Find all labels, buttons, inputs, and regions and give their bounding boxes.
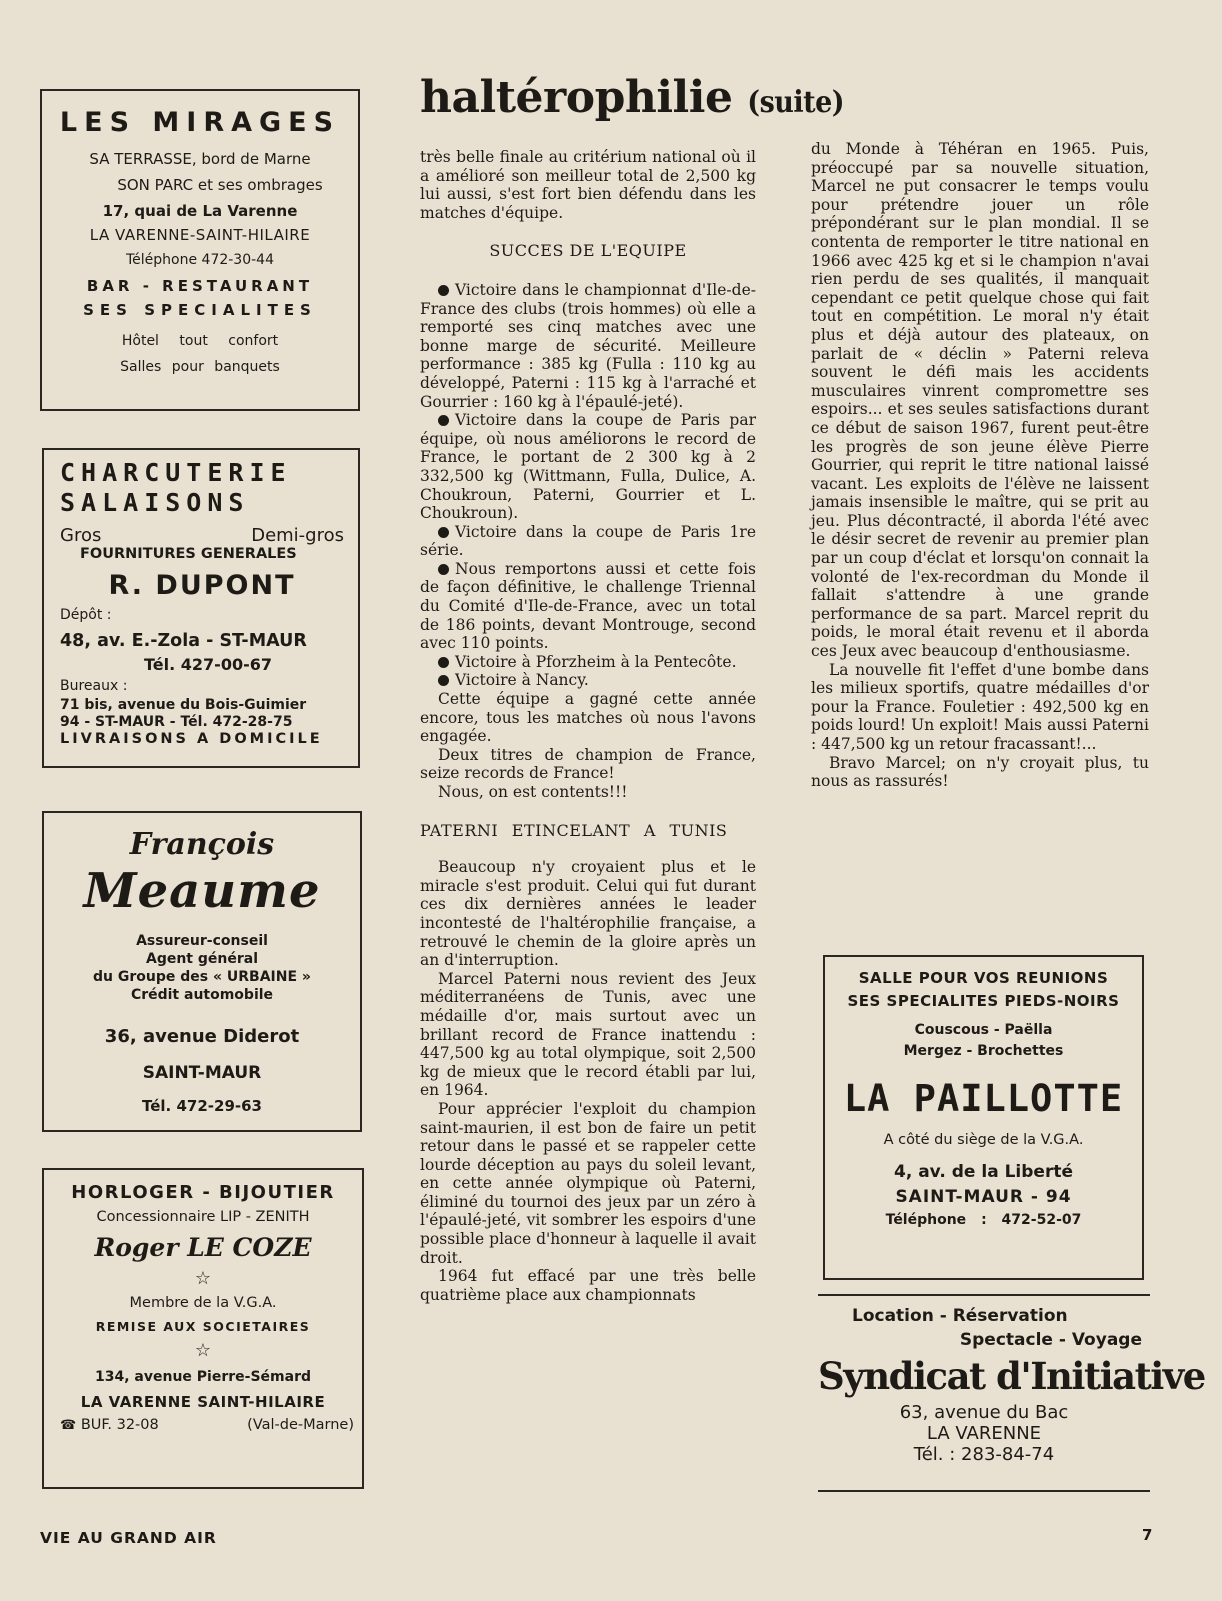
meaume-line: Agent général bbox=[145, 951, 258, 967]
horloger-remise: REMISE AUX SOCIETAIRES bbox=[95, 1319, 311, 1334]
footer-magazine-name: VIE AU GRAND AIR bbox=[40, 1529, 217, 1547]
si-address: 63, avenue du Bac bbox=[899, 1402, 1069, 1423]
article-bullet: Nous remportons aussi et cette fois de façon définitive, le challenge Triennal du Comité d'Ile-de-France, avec un total de 186 points, devant Montrouge, second avec 110 points. bbox=[420, 559, 756, 653]
paillotte-cote: A côté du siège de la V.G.A. bbox=[883, 1132, 1084, 1148]
star-icon: ☆ bbox=[194, 1340, 212, 1361]
meaume-city: SAINT-MAUR bbox=[142, 1063, 262, 1083]
phone-icon: ☎ bbox=[60, 1418, 77, 1433]
article-bullet: Victoire dans la coupe de Paris 1re série. bbox=[420, 522, 756, 560]
mirages-line: Salles pour banquets bbox=[120, 359, 280, 375]
paillotte-line: Mergez - Brochettes bbox=[903, 1043, 1064, 1059]
mirages-title: LES MIRAGES bbox=[59, 107, 341, 138]
dupont-demigros: Demi-gros bbox=[251, 525, 344, 546]
dupont-gros: Gros bbox=[60, 525, 102, 546]
mirages-line: SON PARC et ses ombrages bbox=[117, 176, 323, 194]
dupont-depot-address: 48, av. E.-Zola - ST-MAUR bbox=[60, 631, 307, 651]
horloger-title: HORLOGER - BIJOUTIER bbox=[71, 1182, 335, 1203]
horloger-concession: Concessionnaire LIP - ZENITH bbox=[96, 1209, 310, 1225]
dupont-bureaux-label: Bureaux : bbox=[60, 678, 128, 694]
ad-la-paillotte: SALLE POUR VOS REUNIONS SES SPECIALITES PIEDS-NOIRS Couscous - Paëlla Mergez - Brochettes LA PAILLOTTE A côté du siège de la V.G.A. 4, av. de la Liberté SAINT-MAUR - 94 Téléphone : 472-52-07 bbox=[823, 955, 1144, 1280]
horloger-phone: BUF. 32-08 bbox=[80, 1417, 159, 1433]
horloger-region: (Val-de-Marne) bbox=[247, 1417, 354, 1433]
mirages-line: SA TERRASSE, bord de Marne bbox=[89, 150, 311, 168]
paillotte-tel-label: Téléphone bbox=[885, 1212, 967, 1228]
dupont-name: R. DUPONT bbox=[108, 570, 296, 601]
si-name: Syndicat d'Initiative bbox=[818, 1354, 1205, 1398]
article-paragraph: Marcel Paterni nous revient des Jeux méditerranéens de Tunis, avec une médaille d'or, mais surtout avec un brillant record de France inattendu : 447,500 kg au total olympique, soit 2,500 kg de mieux que le record établi par lui, en 1964. bbox=[420, 969, 756, 1100]
article-paragraph: Cette équipe a gagné cette année encore, tous les matches où nous l'avons engagée. bbox=[420, 690, 756, 746]
paillotte-line: SALLE POUR VOS REUNIONS bbox=[858, 969, 1109, 987]
bullet-icon bbox=[438, 415, 449, 426]
heading-suffix: (suite) bbox=[747, 85, 845, 120]
dupont-fournitures: FOURNITURES GENERALES bbox=[80, 546, 297, 562]
meaume-line: Assureur-conseil bbox=[136, 933, 268, 949]
dupont-line1: CHARCUTERIE bbox=[60, 458, 292, 487]
mirages-line: Hôtel tout confort bbox=[121, 333, 279, 349]
ad-francois-meaume bbox=[42, 811, 362, 1132]
article-paragraph: Bravo Marcel; on n'y croyait plus, tu nous as rassurés! bbox=[811, 753, 1149, 791]
article-paragraph: Pour apprécier l'exploit du champion saint-maurien, il est bon de faire un petit retour dans le passé et se rappeler cette lourde déception au pays du soleil levant, en cette année olympique où Paterni, éliminé du tournoi des jeux par un zéro à l'épaulé-jeté, vit sombrer les espoirs d'une possible place d'honneur à laquelle il avait droit. bbox=[420, 1099, 756, 1267]
horloger-name: Roger LE COZE bbox=[94, 1233, 312, 1262]
mirages-line: LA VARENNE-SAINT-HILAIRE bbox=[89, 226, 311, 244]
ad-syndicat-initiative bbox=[818, 1294, 1205, 1492]
paillotte-tel: 472-52-07 bbox=[1001, 1212, 1082, 1228]
article-subheading: SUCCES DE L'EQUIPE bbox=[489, 241, 687, 261]
article-column-right bbox=[811, 140, 1149, 791]
ad-charcuterie-dupont bbox=[42, 448, 360, 768]
article-bullet: Victoire à Pforzheim à la Pentecôte. bbox=[455, 652, 737, 671]
meaume-address: 36, avenue Diderot bbox=[104, 1026, 300, 1047]
star-icon: ☆ bbox=[194, 1268, 212, 1289]
meaume-line: du Groupe des « URBAINE » bbox=[93, 969, 311, 985]
horloger-city: LA VARENNE SAINT-HILAIRE bbox=[80, 1393, 326, 1411]
mirages-line: SES SPECIALITES bbox=[83, 301, 317, 319]
meaume-tel: Tél. 472-29-63 bbox=[142, 1097, 262, 1115]
dupont-depot-tel: Tél. 427-00-67 bbox=[144, 655, 272, 674]
article-paragraph: Deux titres de champion de France, seize records de France! bbox=[420, 745, 756, 783]
paillotte-name: LA PAILLOTTE bbox=[843, 1077, 1124, 1120]
meaume-firstname: François bbox=[129, 827, 275, 862]
bullet-icon bbox=[438, 564, 449, 575]
si-city: LA VARENNE bbox=[926, 1423, 1042, 1444]
si-line: Spectacle - Voyage bbox=[959, 1330, 1142, 1350]
si-tel: Tél. : 283-84-74 bbox=[913, 1444, 1055, 1465]
article-column-center bbox=[420, 148, 756, 1304]
mirages-line: BAR - RESTAURANT bbox=[86, 277, 314, 295]
mirages-phone: Téléphone 472-30-44 bbox=[125, 252, 274, 268]
paillotte-line: Couscous - Paëlla bbox=[914, 1022, 1053, 1038]
dupont-bureaux-city: 94 - ST-MAUR - Tél. 472-28-75 bbox=[60, 714, 293, 730]
article-paragraph: très belle finale au critérium national où il a amélioré son meilleur total de 2,500 kg lui aussi, s'est fort bien défendu dans les matches d'équipe. bbox=[420, 148, 756, 222]
dupont-bureaux-address: 71 bis, avenue du Bois-Guimier bbox=[60, 697, 307, 713]
bullet-icon bbox=[438, 285, 449, 296]
dupont-livraisons: LIVRAISONS A DOMICILE bbox=[60, 731, 323, 747]
meaume-lastname: Meaume bbox=[83, 863, 321, 919]
paillotte-address: 4, av. de la Liberté bbox=[894, 1162, 1073, 1182]
article-bullet: Victoire à Nancy. bbox=[455, 671, 589, 690]
paillotte-line: SES SPECIALITES PIEDS-NOIRS bbox=[847, 992, 1120, 1010]
bullet-icon bbox=[438, 657, 449, 668]
article-heading bbox=[420, 72, 844, 123]
si-line: Location - Réservation bbox=[852, 1306, 1068, 1326]
article-paragraph: Nous, on est contents!!! bbox=[438, 783, 628, 801]
article-subheading: PATERNI ETINCELANT A TUNIS bbox=[420, 820, 728, 840]
bullet-icon bbox=[438, 675, 449, 686]
dupont-depot-label: Dépôt : bbox=[60, 607, 112, 623]
horloger-address: 134, avenue Pierre-Sémard bbox=[95, 1369, 311, 1385]
article-bullet: Victoire dans la coupe de Paris par équipe, où nous améliorons le record de France, le portant de 2 300 kg à 2 332,500 kg (Wittmann, Fulla, Dulice, A. Choukroun, Paterni, Gourrier et L. Choukroun). bbox=[420, 411, 756, 523]
mirages-line: 17, quai de La Varenne bbox=[102, 202, 298, 220]
bullet-icon bbox=[438, 527, 449, 538]
page-number: 7 bbox=[1142, 1526, 1153, 1544]
article-bullet: Victoire dans le championnat d'Ile-de-France des clubs (trois hommes) où elle a remporté ses cinq matches avec une bonne marge de sécurité. Meilleure performance : 385 kg (Fulla : 110 kg au développé, Paterni : 115 kg à l'arraché et Gourrier : 160 kg à l'épaulé-jeté). bbox=[420, 280, 756, 411]
ad-les-mirages bbox=[40, 89, 360, 411]
horloger-membre: Membre de la V.G.A. bbox=[129, 1295, 277, 1311]
paillotte-city: SAINT-MAUR - 94 bbox=[895, 1187, 1072, 1207]
article-paragraph: du Monde à Téhéran en 1965. Puis, préoccupé par sa nouvelle situation, Marcel ne put consacrer le temps voulu pour prétendre jouer un rôle prépondérant sur le plan mondial. Il se contenta de remporter le titre national en 1966 avec 425 kg et si le champion n'avai rien perdu de ses qualités, il manquait cependant ce petit quelque chose qui fait tout en compétition. Le moral n'y était plus et déjà autour des plateaux, on parlait de « déclin » Paterni releva souvent le défi mais les accidents musculaires vinrent compromettre ses espoirs... et ses seules satisfactions durant ce début de saison 1967, furent peut-être les progrès de son jeune élève Pierre Gourrier, qui reprit le titre national laissé vacant. Les exploits de l'élève ne laissent jamais insensible le maître, qui se prit au jeu. Plus décontracté, il aborda l'été avec le désir secret de revenir au premier plan par un coup d'éclat et lorsqu'on connait la volonté de l'ex-recordman du Monde il fallait s'attendre à une grande performance de sa part. Marcel reprit du poids, le moral était revenu et il aborda ces Jeux avec beaucoup d'enthousiasme. bbox=[811, 140, 1149, 661]
dupont-line2: SALAISONS bbox=[60, 488, 250, 517]
article-paragraph: Beaucoup n'y croyaient plus et le miracle s'est produit. Celui qui fut durant ces dix dernières années le leader incontesté de l'haltérophilie française, a retrouvé le chemin de la gloire après un an d'interruption. bbox=[420, 858, 756, 970]
ad-horloger-le-coze bbox=[42, 1168, 364, 1489]
heading-title: haltérophilie bbox=[420, 72, 733, 123]
article-paragraph: 1964 fut effacé par une très belle quatrième place aux championnats bbox=[420, 1267, 756, 1304]
meaume-line: Crédit automobile bbox=[130, 987, 274, 1003]
article-paragraph: La nouvelle fit l'effet d'une bombe dans les milieux sportifs, quatre médailles d'or pour la France. Fouletier : 492,500 kg en poids lourd! Un exploit! Mais aussi Paterni : 447,500 kg un retour fracassant!... bbox=[811, 660, 1149, 753]
